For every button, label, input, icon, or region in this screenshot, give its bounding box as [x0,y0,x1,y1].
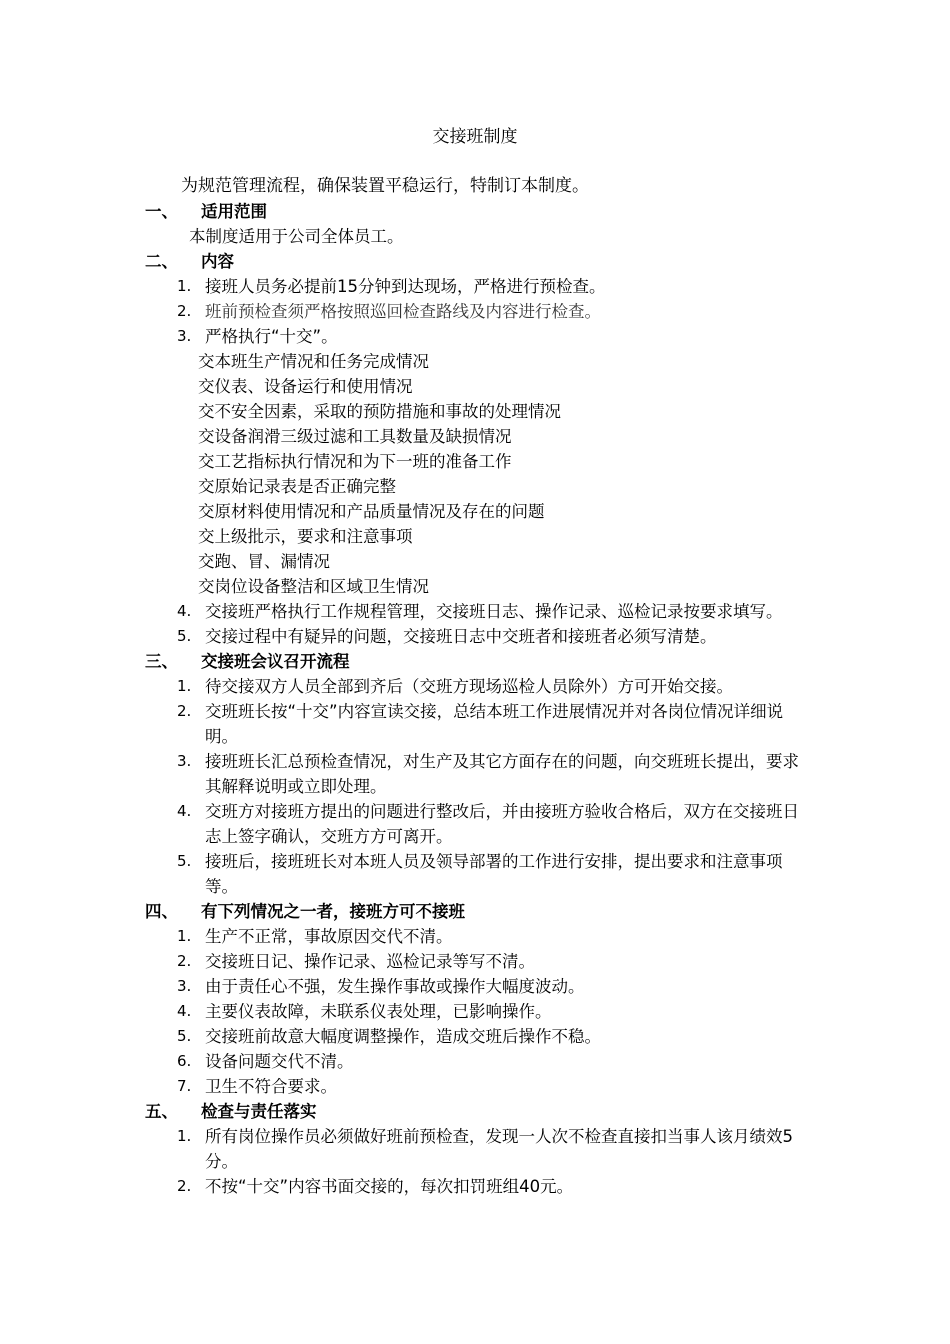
list-number: 5. [177,852,192,870]
handover-item: 交原始记录表是否正确完整 [198,477,396,496]
handover-item: 交设备润滑三级过滤和工具数量及缺损情况 [198,427,512,446]
list-item [145,849,815,899]
handover-item: 交跑、冒、漏情况 [198,552,330,571]
scope-text: 本制度适用于公司全体员工。 [189,227,404,246]
section-title: 适用范围 [201,202,267,221]
list-item [145,1124,815,1174]
section-number: 一、 [145,202,178,221]
list-text: 卫生不符合要求。 [205,1077,337,1096]
list-number: 5. [177,627,192,645]
list-text: 交接班严格执行工作规程管理，交接班日志、操作记录、巡检记录按要求填写。 [205,602,783,621]
list-number: 3. [177,327,192,345]
list-item [145,749,815,799]
section-title: 内容 [201,252,234,271]
list-number: 2. [177,1177,192,1195]
document-title: 交接班制度 [432,127,518,147]
list-text: 由于责任心不强，发生操作事故或操作大幅度波动。 [205,977,585,996]
list-item [145,1024,815,1049]
list-text: 交接班日记、操作记录、巡检记录等写不清。 [205,952,535,971]
list-text: 接班后，接班班长对本班人员及领导部署的工作进行安排，提出要求和注意事项等。 [205,852,783,896]
handover-item: 交工艺指标执行情况和为下一班的准备工作 [198,452,512,471]
handover-item: 交岗位设备整洁和区域卫生情况 [198,577,429,596]
list-number: 1. [177,677,192,695]
list-number: 6. [177,1052,192,1070]
list-number: 3. [177,977,192,995]
list-item [145,299,815,324]
handover-item: 交上级批示，要求和注意事项 [198,527,413,546]
section-title: 交接班会议召开流程 [201,652,350,671]
list-item [145,624,815,649]
list-number: 2. [177,702,192,720]
section-heading [145,249,815,274]
list-item [145,1174,815,1199]
list-item [145,1049,815,1074]
section-heading [145,649,815,674]
list-text: 不按“十交”内容书面交接的，每次扣罚班组40元。 [205,1177,574,1196]
section-heading [145,899,815,924]
section-number: 四、 [145,902,178,921]
handover-item: 交不安全因素，采取的预防措施和事故的处理情况 [198,402,561,421]
section-number: 五、 [145,1102,178,1121]
list-text: 设备问题交代不清。 [205,1052,354,1071]
list-text: 交接班前故意大幅度调整操作，造成交班后操作不稳。 [205,1027,601,1046]
list-number: 3. [177,752,192,770]
list-text: 所有岗位操作员必须做好班前预检查，发现一人次不检查直接扣当事人该月绩效5分。 [205,1127,793,1171]
section-number: 三、 [145,652,178,671]
section-title: 有下列情况之一者，接班方可不接班 [201,902,465,921]
list-item [145,974,815,999]
list-number: 2. [177,952,192,970]
list-item [145,274,815,299]
list-item [145,949,815,974]
list-number: 1. [177,1127,192,1145]
list-item [145,924,815,949]
list-item [145,599,815,624]
handover-item: 交原材料使用情况和产品质量情况及存在的问题 [198,502,545,521]
list-text: 交班方对接班方提出的问题进行整改后，并由接班方验收合格后，双方在交接班日志上签字确认，交班方方可离开。 [205,802,799,846]
list-number: 4. [177,1002,192,1020]
list-text: 班前预检查须严格按照巡回检查路线及内容进行检查。 [205,302,601,321]
list-item [145,1074,815,1099]
list-text: 严格执行“十交”。 [205,327,338,346]
list-number: 4. [177,602,192,620]
document-body [145,199,815,1199]
section-number: 二、 [145,252,178,271]
list-text: 生产不正常，事故原因交代不清。 [205,927,453,946]
list-text: 待交接双方人员全部到齐后（交班方现场巡检人员除外）方可开始交接。 [205,677,733,696]
list-number: 1. [177,927,192,945]
intro-paragraph: 为规范管理流程，确保装置平稳运行，特制订本制度。 [181,176,589,196]
list-number: 2. [177,302,192,320]
list-number: 1. [177,277,192,295]
list-text: 交班班长按“十交”内容宣读交接，总结本班工作进展情况并对各岗位情况详细说明。 [205,702,784,746]
list-item [145,999,815,1024]
section-heading [145,1099,815,1124]
list-item [145,324,815,349]
section-title: 检查与责任落实 [201,1102,317,1121]
list-text: 主要仪表故障，未联系仪表处理，已影响操作。 [205,1002,552,1021]
list-number: 7. [177,1077,192,1095]
list-item [145,799,815,849]
handover-item: 交本班生产情况和任务完成情况 [198,352,429,371]
list-item [145,699,815,749]
list-item [145,674,815,699]
handover-item: 交仪表、设备运行和使用情况 [198,377,413,396]
list-number: 5. [177,1027,192,1045]
section-heading [145,199,815,224]
list-text: 接班班长汇总预检查情况，对生产及其它方面存在的问题，向交班班长提出，要求其解释说明或立即处理。 [205,752,799,796]
list-number: 4. [177,802,192,820]
list-text: 交接过程中有疑异的问题，交接班日志中交班者和接班者必须写清楚。 [205,627,717,646]
list-text: 接班人员务必提前15分钟到达现场，严格进行预检查。 [205,277,606,296]
